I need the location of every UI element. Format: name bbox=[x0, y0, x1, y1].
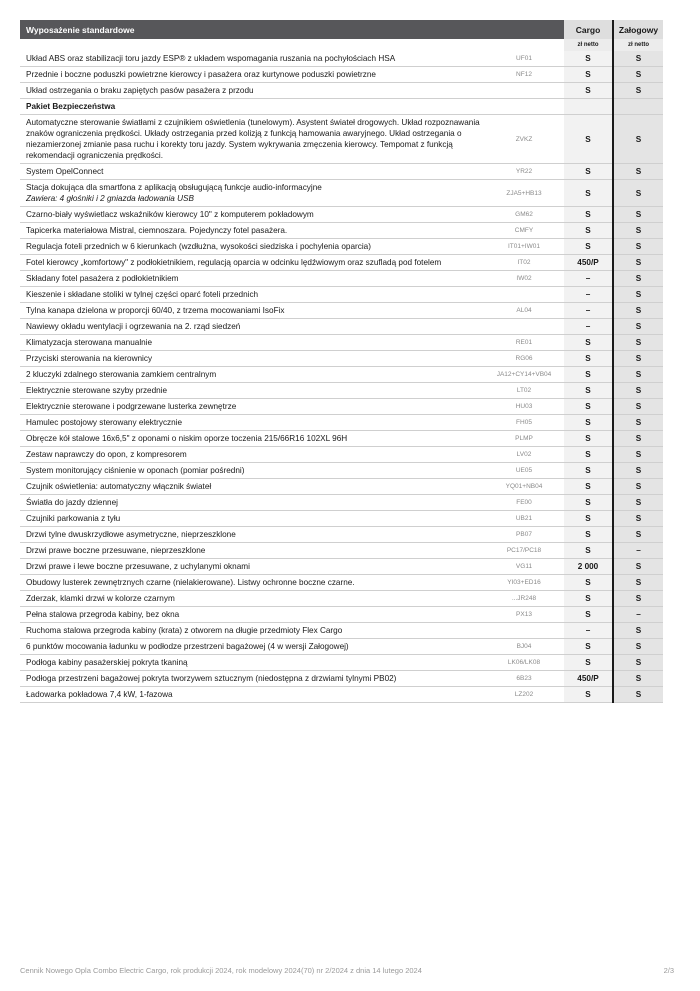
cargo-value: S bbox=[564, 415, 613, 431]
zalogowy-value: S bbox=[613, 527, 663, 543]
row-description bbox=[20, 431, 484, 447]
table-row bbox=[20, 367, 663, 383]
table-row bbox=[20, 399, 663, 415]
option-code: ZJA5+HB13 bbox=[484, 180, 564, 207]
row-description bbox=[20, 655, 484, 671]
cargo-column-header: Cargo bbox=[564, 20, 613, 39]
option-code: PLMP bbox=[484, 431, 564, 447]
row-description-text: 2 kluczyki zdalnego sterowania zamkiem centralnym bbox=[26, 370, 217, 379]
option-code: FH05 bbox=[484, 415, 564, 431]
row-description bbox=[20, 164, 484, 180]
row-description bbox=[20, 383, 484, 399]
row-description bbox=[20, 415, 484, 431]
footer-text: Cennik Nowego Opla Combo Electric Cargo, rok produkcji 2024, rok modelowy 2024(70) nr 2/2024 z dnia 14 lutego 2024 bbox=[20, 966, 422, 975]
row-description bbox=[20, 575, 484, 591]
cargo-value: S bbox=[564, 655, 613, 671]
zalogowy-value: S bbox=[613, 319, 663, 335]
option-code: 6B23 bbox=[484, 671, 564, 687]
table-row bbox=[20, 511, 663, 527]
option-code: RE01 bbox=[484, 335, 564, 351]
cargo-value: S bbox=[564, 639, 613, 655]
zalogowy-value: S bbox=[613, 351, 663, 367]
row-description bbox=[20, 319, 484, 335]
unit-row bbox=[20, 39, 663, 51]
option-code: ZVKZ bbox=[484, 115, 564, 164]
row-description bbox=[20, 495, 484, 511]
option-code: UF01 bbox=[484, 51, 564, 67]
cargo-value: S bbox=[564, 383, 613, 399]
zalogowy-value: S bbox=[613, 255, 663, 271]
table-row bbox=[20, 164, 663, 180]
zalogowy-value: S bbox=[613, 575, 663, 591]
row-description-text: Układ ABS oraz stabilizacji toru jazdy ESP® z układem wspomagania ruszania na pochyłościach HSA bbox=[26, 54, 396, 63]
table-row bbox=[20, 255, 663, 271]
row-description bbox=[20, 367, 484, 383]
cargo-value: S bbox=[564, 511, 613, 527]
table-row bbox=[20, 495, 663, 511]
cargo-value: – bbox=[564, 623, 613, 639]
table-row bbox=[20, 207, 663, 223]
row-description-text: Przyciski sterowania na kierownicy bbox=[26, 354, 153, 363]
table-row bbox=[20, 335, 663, 351]
row-description bbox=[20, 51, 484, 67]
table-row bbox=[20, 223, 663, 239]
row-description bbox=[20, 671, 484, 687]
option-code: LV02 bbox=[484, 447, 564, 463]
equipment-table-container bbox=[20, 20, 663, 703]
group-header-row bbox=[20, 99, 663, 115]
cargo-value: – bbox=[564, 319, 613, 335]
row-description-text: Składany fotel pasażera z podłokietnikiem bbox=[26, 274, 179, 283]
option-code: IT01+IW01 bbox=[484, 239, 564, 255]
row-description bbox=[20, 271, 484, 287]
equipment-table bbox=[20, 20, 663, 703]
option-code: GM62 bbox=[484, 207, 564, 223]
row-description-text: Podłoga przestrzeni bagażowej pokryta tworzywem sztucznym (niedostępna z drzwiami tylnymi PB02) bbox=[26, 674, 397, 683]
zalogowy-value: S bbox=[613, 164, 663, 180]
row-description bbox=[20, 543, 484, 559]
table-row bbox=[20, 67, 663, 83]
row-description-text: Czujnik oświetlenia: automatyczny włącznik świateł bbox=[26, 482, 212, 491]
row-description bbox=[20, 180, 484, 207]
cargo-value: S bbox=[564, 479, 613, 495]
row-description-text: Ruchoma stalowa przegroda kabiny (krata) z otworem na długie przedmioty Flex Cargo bbox=[26, 626, 343, 635]
group-title: Pakiet Bezpieczeństwa bbox=[20, 99, 564, 115]
row-description-note: Zawiera: 4 głośniki i 2 gniazda ładowania USB bbox=[26, 194, 194, 203]
table-row bbox=[20, 687, 663, 703]
zalogowy-value: S bbox=[613, 447, 663, 463]
zalogowy-value: S bbox=[613, 239, 663, 255]
zalogowy-value: S bbox=[613, 223, 663, 239]
row-description-text: Tapicerka materiałowa Mistral, ciemnoszara. Pojedynczy fotel pasażera. bbox=[26, 226, 288, 235]
zalogowy-value: S bbox=[613, 655, 663, 671]
row-description bbox=[20, 511, 484, 527]
table-row bbox=[20, 415, 663, 431]
zalogowy-value: S bbox=[613, 383, 663, 399]
row-description bbox=[20, 207, 484, 223]
zalogowy-value: S bbox=[613, 83, 663, 99]
option-code: YQ01+NB04 bbox=[484, 479, 564, 495]
table-row bbox=[20, 447, 663, 463]
row-description-text: Hamulec postojowy sterowany elektrycznie bbox=[26, 418, 183, 427]
cargo-value: – bbox=[564, 271, 613, 287]
option-code: NF12 bbox=[484, 67, 564, 83]
table-row bbox=[20, 575, 663, 591]
option-code: LZ202 bbox=[484, 687, 564, 703]
option-code: ...JR248 bbox=[484, 591, 564, 607]
table-row bbox=[20, 543, 663, 559]
row-description-text: Kieszenie i składane stoliki w tylnej części oparć foteli przednich bbox=[26, 290, 259, 299]
row-description-text: Podłoga kabiny pasażerskiej pokryta tkaniną bbox=[26, 658, 188, 667]
row-description bbox=[20, 335, 484, 351]
zalogowy-value: S bbox=[613, 180, 663, 207]
cargo-value: – bbox=[564, 303, 613, 319]
table-row bbox=[20, 115, 663, 164]
cargo-value: S bbox=[564, 239, 613, 255]
cargo-value: 450/P bbox=[564, 255, 613, 271]
row-description-text: Klimatyzacja sterowana manualnie bbox=[26, 338, 153, 347]
row-description-text: Światła do jazdy dziennej bbox=[26, 498, 118, 507]
zalogowy-value: S bbox=[613, 51, 663, 67]
row-description-text: Czarno-biały wyświetlacz wskaźników kierowcy 10" z komputerem pokładowym bbox=[26, 210, 314, 219]
row-description-text: Zderzak, klamki drzwi w kolorze czarnym bbox=[26, 594, 175, 603]
zalogowy-value: S bbox=[613, 479, 663, 495]
cargo-value: – bbox=[564, 287, 613, 303]
row-description bbox=[20, 639, 484, 655]
option-code: UE05 bbox=[484, 463, 564, 479]
row-description-text: Elektrycznie sterowane szyby przednie bbox=[26, 386, 168, 395]
zalogowy-value: S bbox=[613, 335, 663, 351]
row-description bbox=[20, 351, 484, 367]
cargo-value: S bbox=[564, 51, 613, 67]
zalogowy-value: S bbox=[613, 207, 663, 223]
cargo-value: S bbox=[564, 687, 613, 703]
cargo-value: S bbox=[564, 463, 613, 479]
cargo-unit-label: zł netto bbox=[564, 39, 613, 51]
zalogowy-value: S bbox=[613, 511, 663, 527]
option-code: PC17/PC18 bbox=[484, 543, 564, 559]
zalogowy-value: S bbox=[613, 687, 663, 703]
zalogowy-value: S bbox=[613, 399, 663, 415]
cargo-value: S bbox=[564, 335, 613, 351]
option-code: RG06 bbox=[484, 351, 564, 367]
zalogowy-value: S bbox=[613, 463, 663, 479]
table-header-row bbox=[20, 20, 663, 39]
cargo-value: S bbox=[564, 607, 613, 623]
row-description-text: Stacja dokująca dla smartfona z aplikacją obsługującą funkcje audio-informacyjne bbox=[26, 183, 322, 192]
table-row bbox=[20, 431, 663, 447]
table-row bbox=[20, 607, 663, 623]
option-code: LT02 bbox=[484, 383, 564, 399]
row-description-text: Drzwi tylne dwuskrzydłowe asymetryczne, nieprzeszklone bbox=[26, 530, 236, 539]
table-row bbox=[20, 639, 663, 655]
row-description bbox=[20, 255, 484, 271]
row-description-text: Zestaw naprawczy do opon, z kompresorem bbox=[26, 450, 187, 459]
cargo-value: 2 000 bbox=[564, 559, 613, 575]
row-description bbox=[20, 303, 484, 319]
table-row bbox=[20, 271, 663, 287]
row-description-text: Obręcze kół stalowe 16x6,5" z oponami o niskim oporze toczenia 215/66R16 102XL 96H bbox=[26, 434, 348, 443]
cargo-value: S bbox=[564, 180, 613, 207]
code-column-header bbox=[484, 20, 564, 39]
zalogowy-value: S bbox=[613, 287, 663, 303]
zalogowy-value: S bbox=[613, 115, 663, 164]
group-zalogowy-cell bbox=[613, 99, 663, 115]
row-description-text: Automatyczne sterowanie światłami z czujnikiem oświetlenia (tunelowym). Asystent świateł drogowych. Układ rozpoznawania znaków ograniczenia prędkości. Układy ostrzegania przed kolizją z funkcją hamowania awaryjnego. Układ ostrzegania o niezamierzonej zmianie pasa ruchu i korekty toru jazdy. System wykrywania zmęczenia kierowcy. Tempomat z funkcją rekomendacji ograniczenia prędkości. bbox=[26, 118, 480, 160]
zalogowy-value: S bbox=[613, 671, 663, 687]
row-description bbox=[20, 67, 484, 83]
option-code: YI03+ED16 bbox=[484, 575, 564, 591]
row-description bbox=[20, 223, 484, 239]
zalogowy-value: S bbox=[613, 271, 663, 287]
cargo-value: S bbox=[564, 543, 613, 559]
cargo-value: S bbox=[564, 67, 613, 83]
cargo-value: S bbox=[564, 431, 613, 447]
cargo-value: S bbox=[564, 575, 613, 591]
row-description bbox=[20, 479, 484, 495]
row-description bbox=[20, 607, 484, 623]
row-description bbox=[20, 687, 484, 703]
row-description bbox=[20, 399, 484, 415]
option-code: FE00 bbox=[484, 495, 564, 511]
option-code: PX13 bbox=[484, 607, 564, 623]
table-title: Wyposażenie standardowe bbox=[20, 20, 484, 39]
cargo-value: S bbox=[564, 367, 613, 383]
zalogowy-value: S bbox=[613, 367, 663, 383]
zalogowy-value: S bbox=[613, 623, 663, 639]
group-cargo-cell bbox=[564, 99, 613, 115]
row-description-text: Elektrycznie sterowane i podgrzewane lusterka zewnętrze bbox=[26, 402, 237, 411]
option-code: VG11 bbox=[484, 559, 564, 575]
option-code bbox=[484, 287, 564, 303]
row-description-text: Regulacja foteli przednich w 6 kierunkach (wzdłużna, wysokości siedziska i pochylenia oparcia) bbox=[26, 242, 371, 251]
row-description bbox=[20, 527, 484, 543]
cargo-value: S bbox=[564, 164, 613, 180]
table-row bbox=[20, 51, 663, 67]
row-description-text: Drzwi prawe boczne przesuwane, nieprzeszklone bbox=[26, 546, 206, 555]
row-description bbox=[20, 447, 484, 463]
option-code: IT02 bbox=[484, 255, 564, 271]
option-code: PB07 bbox=[484, 527, 564, 543]
unit-spacer bbox=[484, 39, 564, 51]
row-description-text: Przednie i boczne poduszki powietrzne kierowcy i pasażera oraz kurtynowe poduszki powietrzne bbox=[26, 70, 376, 79]
cargo-value: S bbox=[564, 527, 613, 543]
option-code: BJ04 bbox=[484, 639, 564, 655]
cargo-value: S bbox=[564, 447, 613, 463]
table-row bbox=[20, 559, 663, 575]
row-description-text: Drzwi prawe i lewe boczne przesuwane, z uchylanymi oknami bbox=[26, 562, 250, 571]
table-row bbox=[20, 351, 663, 367]
option-code bbox=[484, 623, 564, 639]
row-description bbox=[20, 591, 484, 607]
row-description-text: Nawiewy okładu wentylacji i ogrzewania na 2. rząd siedzeń bbox=[26, 322, 241, 331]
row-description bbox=[20, 287, 484, 303]
table-row bbox=[20, 479, 663, 495]
row-description bbox=[20, 463, 484, 479]
option-code: HU03 bbox=[484, 399, 564, 415]
zalogowy-value: S bbox=[613, 67, 663, 83]
row-description-text: Pełna stalowa przegroda kabiny, bez okna bbox=[26, 610, 180, 619]
row-description bbox=[20, 239, 484, 255]
zalogowy-value: – bbox=[613, 543, 663, 559]
cargo-value: S bbox=[564, 495, 613, 511]
row-description bbox=[20, 623, 484, 639]
table-row bbox=[20, 239, 663, 255]
table-row bbox=[20, 671, 663, 687]
cargo-value: 450/P bbox=[564, 671, 613, 687]
cargo-value: S bbox=[564, 351, 613, 367]
zalogowy-column-header: Załogowy bbox=[613, 20, 663, 39]
zalogowy-value: S bbox=[613, 303, 663, 319]
option-code: AL04 bbox=[484, 303, 564, 319]
table-row bbox=[20, 591, 663, 607]
row-description-text: Fotel kierowcy „komfortowy" z podłokietnikiem, regulacją oparcia w odcinku lędźwiowym oraz szufladą pod fotelem bbox=[26, 258, 442, 267]
cargo-value: S bbox=[564, 207, 613, 223]
unit-spacer bbox=[20, 39, 484, 51]
option-code: LK06/LK08 bbox=[484, 655, 564, 671]
zalogowy-value: S bbox=[613, 639, 663, 655]
zalogowy-value: – bbox=[613, 607, 663, 623]
option-code bbox=[484, 83, 564, 99]
row-description-text: System OpelConnect bbox=[26, 167, 104, 176]
table-row bbox=[20, 383, 663, 399]
equipment-rows bbox=[20, 51, 663, 703]
zalogowy-value: S bbox=[613, 431, 663, 447]
option-code: JA12+CY14+VB04 bbox=[484, 367, 564, 383]
option-code: IW02 bbox=[484, 271, 564, 287]
row-description-text: Ładowarka pokładowa 7,4 kW, 1-fazowa bbox=[26, 690, 173, 699]
option-code: CMFY bbox=[484, 223, 564, 239]
zalogowy-value: S bbox=[613, 415, 663, 431]
table-row bbox=[20, 83, 663, 99]
zalogowy-value: S bbox=[613, 495, 663, 511]
cargo-value: S bbox=[564, 223, 613, 239]
option-code: YR22 bbox=[484, 164, 564, 180]
row-description-text: 6 punktów mocowania ładunku w podłodze przestrzeni bagażowej (4 w wersji Załogowej) bbox=[26, 642, 349, 651]
zalogowy-value: S bbox=[613, 591, 663, 607]
row-description-text: Czujniki parkowania z tyłu bbox=[26, 514, 121, 523]
table-row bbox=[20, 287, 663, 303]
zalogowy-value: S bbox=[613, 559, 663, 575]
table-row bbox=[20, 655, 663, 671]
table-row bbox=[20, 303, 663, 319]
table-row bbox=[20, 463, 663, 479]
cargo-value: S bbox=[564, 591, 613, 607]
cargo-value: S bbox=[564, 399, 613, 415]
row-description bbox=[20, 83, 484, 99]
table-row bbox=[20, 623, 663, 639]
row-description-text: Tylna kanapa dzielona w proporcji 60/40, z trzema mocowaniami IsoFix bbox=[26, 306, 285, 315]
table-row bbox=[20, 527, 663, 543]
option-code: UB21 bbox=[484, 511, 564, 527]
row-description-text: System monitorujący ciśnienie w oponach (pomiar pośredni) bbox=[26, 466, 245, 475]
option-code bbox=[484, 319, 564, 335]
cargo-value: S bbox=[564, 115, 613, 164]
page-number: 2/3 bbox=[663, 966, 674, 975]
row-description bbox=[20, 559, 484, 575]
row-description-text: Obudowy lusterek zewnętrznych czarne (nielakierowane). Listwy ochronne boczne czarne. bbox=[26, 578, 355, 587]
page-footer bbox=[20, 966, 680, 975]
zalogowy-unit-label: zł netto bbox=[613, 39, 663, 51]
row-description bbox=[20, 115, 484, 164]
row-description-text: Układ ostrzegania o braku zapiętych pasów pasażera z przodu bbox=[26, 86, 254, 95]
table-row bbox=[20, 319, 663, 335]
cargo-value: S bbox=[564, 83, 613, 99]
table-row bbox=[20, 180, 663, 207]
